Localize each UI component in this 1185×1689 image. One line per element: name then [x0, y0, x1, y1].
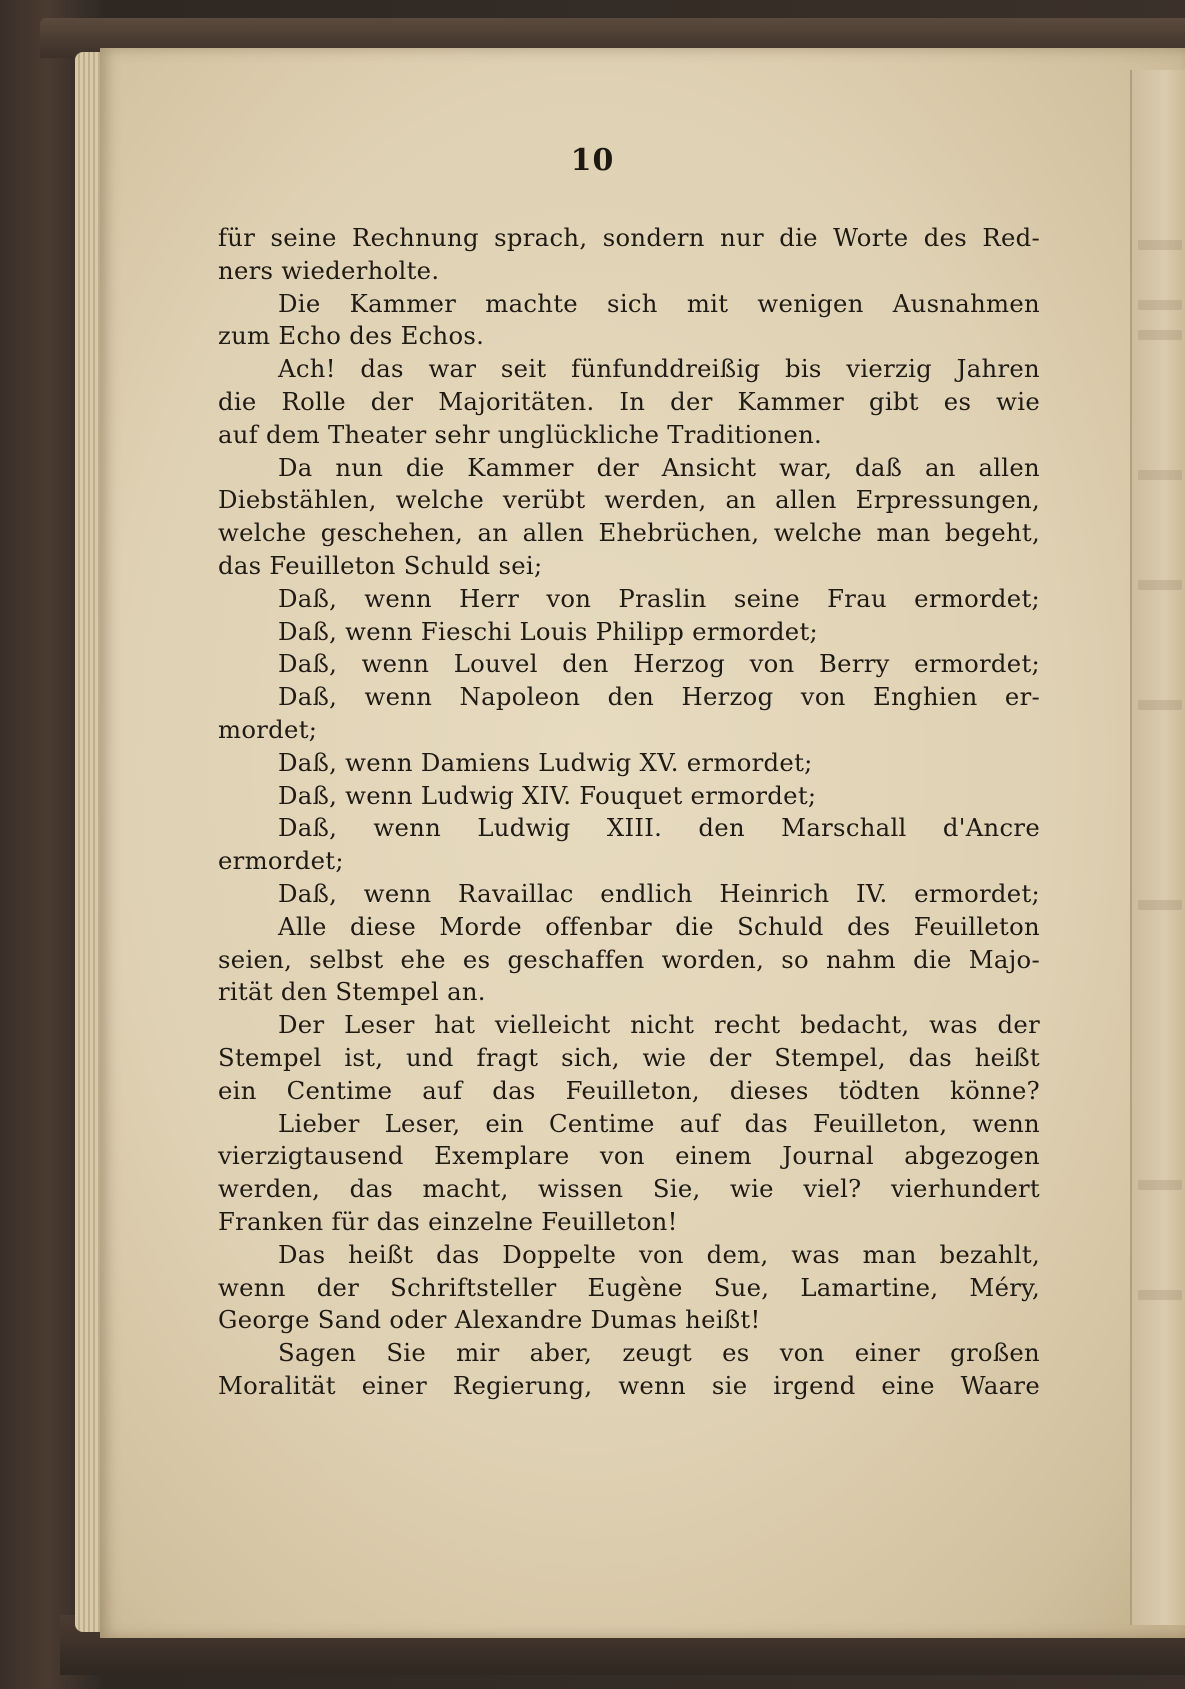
text-line: Diebstählen, welche verübt werden, an allen Erpressungen, — [218, 485, 1040, 515]
text-line: für seine Rechnung sprach, sondern nur die Worte des Red- — [218, 223, 1040, 252]
text-line: werden, das macht, wissen Sie, wie viel? vierhundert — [218, 1174, 1040, 1204]
text-line: Die Kammer machte sich mit wenigen Ausnahmen — [278, 288, 1040, 318]
text-line: rität den Stempel an. — [218, 977, 486, 1007]
text-line: das Feuilleton Schuld sei; — [218, 550, 543, 580]
show-through-mark — [1138, 580, 1182, 590]
text-line: Da nun die Kammer der Ansicht war, daß an allen — [278, 452, 1040, 482]
text-line: Stempel ist, und fragt sich, wie der Stempel, das heißt — [218, 1042, 1040, 1072]
text-line: Daß, wenn Louvel den Herzog von Berry ermordet; — [278, 649, 1040, 679]
text-line: vierzigtausend Exemplare von einem Journal abgezogen — [218, 1141, 1040, 1171]
show-through-mark — [1138, 1180, 1182, 1190]
text-line: Der Leser hat vielleicht nicht recht bedacht, was der — [278, 1010, 1040, 1040]
text-line: Daß, wenn Fieschi Louis Philipp ermordet; — [278, 616, 819, 646]
text-line: Daß, wenn Ravaillac endlich Heinrich IV. ermordet; — [278, 878, 1040, 908]
text-line: Daß, wenn Herr von Praslin seine Frau ermordet; — [278, 583, 1040, 613]
text-line: Alle diese Morde offenbar die Schuld des Feuilleton — [278, 911, 1040, 941]
text-line: wenn der Schriftsteller Eugène Sue, Lamartine, Méry, — [218, 1272, 1040, 1302]
show-through-mark — [1138, 330, 1182, 340]
text-line: ners wiederholte. — [218, 255, 440, 285]
show-through-mark — [1138, 470, 1182, 480]
text-line: seien, selbst ehe es geschaffen worden, so nahm die Majo- — [218, 944, 1040, 974]
text-line: Das heißt das Doppelte von dem, was man bezahlt, — [278, 1239, 1040, 1269]
text-line: Sagen Sie mir aber, zeugt es von einer großen — [278, 1338, 1040, 1368]
body-text — [218, 222, 1040, 1403]
show-through-mark — [1138, 240, 1182, 250]
page-number: 10 — [570, 143, 615, 178]
text-line: George Sand oder Alexandre Dumas heißt! — [218, 1305, 761, 1335]
text-line: Daß, wenn Damiens Ludwig XV. ermordet; — [278, 747, 813, 777]
text-line: Ach! das war seit fünfunddreißig bis vierzig Jahren — [278, 354, 1040, 384]
text-line: ermordet; — [218, 846, 344, 876]
show-through-mark — [1138, 700, 1182, 710]
text-line: Lieber Leser, ein Centime auf das Feuilleton, wenn — [278, 1108, 1040, 1138]
text-line: Daß, wenn Ludwig XIV. Fouquet ermordet; — [278, 780, 817, 810]
text-line: zum Echo des Echos. — [218, 321, 485, 351]
text-line: mordet; — [218, 714, 318, 744]
text-line: die Rolle der Majoritäten. In der Kammer gibt es wie — [218, 386, 1040, 416]
text-line: welche geschehen, an allen Ehebrüchen, welche man begeht, — [218, 518, 1040, 548]
show-through-mark — [1138, 300, 1182, 310]
text-line: Daß, wenn Napoleon den Herzog von Enghien er- — [278, 682, 1040, 712]
text-line: auf dem Theater sehr unglückliche Traditionen. — [218, 419, 823, 449]
show-through-mark — [1138, 1290, 1182, 1300]
show-through-mark — [1138, 900, 1182, 910]
text-line: Moralität einer Regierung, wenn sie irgend eine Waare — [218, 1370, 1040, 1400]
text-line: ein Centime auf das Feuilleton, dieses tödten könne? — [218, 1075, 1040, 1105]
text-line: Daß, wenn Ludwig XIII. den Marschall d'Ancre — [278, 813, 1040, 843]
text-line: Franken für das einzelne Feuilleton! — [218, 1206, 678, 1236]
